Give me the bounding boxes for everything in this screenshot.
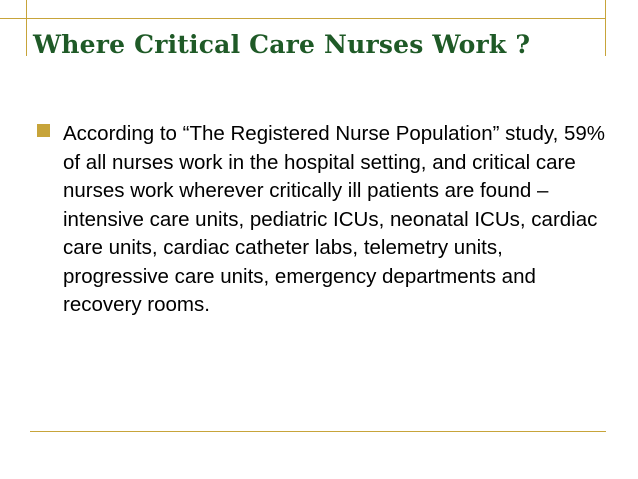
bullet-text: According to “The Registered Nurse Population” study, 59% of all nurses work in the hospital setting, and critical care nurses work wherever critically ill patients are found – intensive care units, pediatric ICUs, neonatal ICUs, cardiac care units, cardiac catheter labs, telemetry units, progressive care units, emergency departments and recovery rooms. (63, 122, 606, 316)
right-frame-line (605, 0, 606, 56)
square-bullet-icon (37, 124, 50, 137)
left-frame-line (26, 0, 27, 56)
slide-title: Where Critical Care Nurses Work ? (33, 30, 531, 59)
top-divider (0, 18, 606, 19)
bottom-divider (30, 431, 606, 432)
